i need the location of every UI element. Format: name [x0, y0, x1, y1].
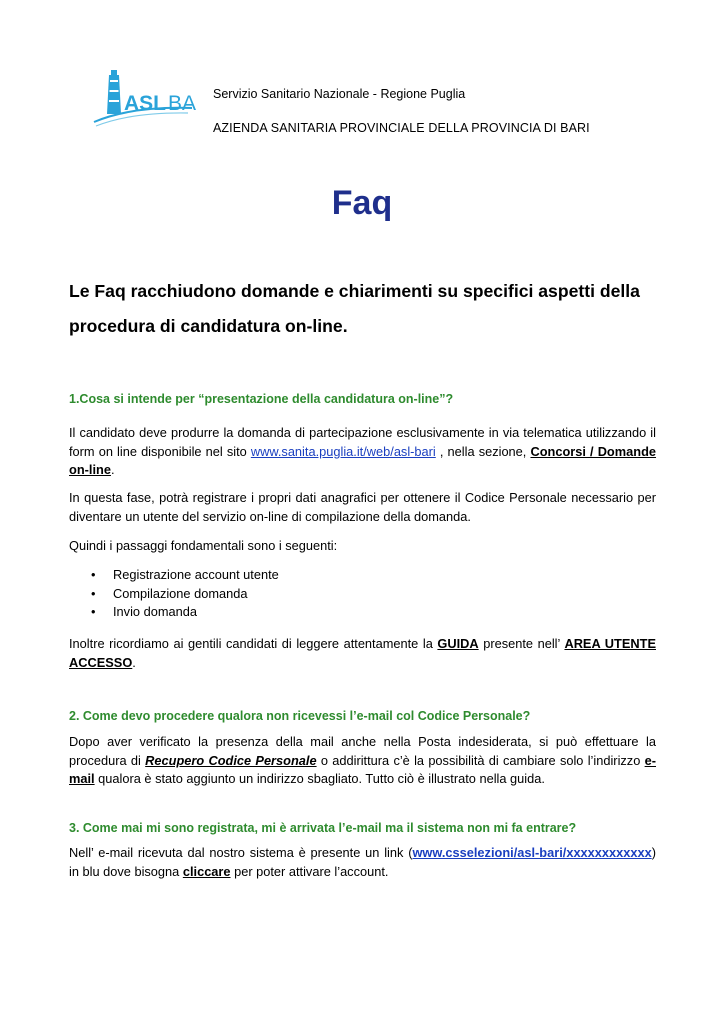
email-link[interactable]: e-mail: [69, 752, 656, 786]
page-title: Faq: [331, 184, 393, 222]
csselezioni-link[interactable]: www.csselezioni/asl-bari/xxxxxxxxxxxx: [412, 845, 652, 860]
q1-paragraph-1: [69, 424, 656, 480]
q1-p1-text-b: , nella sezione,: [435, 443, 531, 459]
step-label: Registrazione account utente: [113, 567, 279, 582]
guide-link[interactable]: GUIDA: [437, 636, 479, 651]
q1-p1-text-a: Il candidato deve produrre la domanda di partecipazione esclusivamente in via telematica utilizzando il form on line disponibile nel sito: [69, 425, 656, 459]
q3-answer: [69, 844, 656, 881]
q3-text-a: Nell’ e-mail ricevuta dal nostro sistema è presente un link (: [69, 845, 413, 860]
q1-p4-text-a: Inoltre ricordiamo ai gentili candidati di leggere attentamente la: [69, 636, 438, 651]
q1-paragraph-2: In questa fase, potrà registrare i propri dati anagrafici per ottenere il Codice Personale necessario per diventare un utente del servizio on-line di compilazione della domanda.: [69, 490, 656, 524]
header-line-1: Servizio Sanitario Nazionale - Regione Puglia: [213, 87, 466, 101]
q2-text-c: qualora è stato aggiunto un indirizzo sbagliato. Tutto ciò è illustrato nella guida.: [94, 771, 545, 786]
list-item: [69, 585, 279, 604]
steps-list: [69, 566, 279, 622]
q2-text-b: o addirittura c’è la possibilità di cambiare solo l’indirizzo: [316, 752, 645, 768]
q2-text-a: Dopo aver verificato la presenza della mail anche nella Posta indesiderata, si può effettuare la procedura di: [69, 734, 656, 768]
bullet-icon: •: [91, 604, 96, 619]
question-2: 2. Come devo procedere qualora non ricevessi l’e-mail col Codice Personale?: [69, 709, 531, 723]
question-1: 1.Cosa si intende per “presentazione della candidatura on-line”?: [69, 392, 454, 406]
header-line-2: AZIENDA SANITARIA PROVINCIALE DELLA PROVINCIA DI BARI: [213, 121, 590, 135]
q1-paragraph-3: Quindi i passaggi fondamentali sono i seguenti:: [69, 538, 338, 553]
intro-heading: Le Faq racchiudono domande e chiarimenti su specifici aspetti della procedura di candidatura on-line.: [69, 281, 640, 336]
area-utente-link[interactable]: AREA UTENTE ACCESSO: [69, 636, 656, 670]
question-3: 3. Come mai mi sono registrata, mi è arrivata l’e-mail ma il sistema non mi fa entrare?: [69, 821, 577, 835]
q1-paragraph-4: [69, 635, 656, 672]
logo-text-asl: ASL: [124, 92, 166, 115]
q2-answer: [69, 733, 656, 789]
step-label: Invio domanda: [113, 604, 197, 619]
sanita-puglia-link[interactable]: www.sanita.puglia.it/web/asl-bari: [250, 443, 436, 459]
step-label: Compilazione domanda: [113, 585, 248, 601]
q1-p4-text-b: presente nell’: [478, 636, 565, 651]
bullet-icon: •: [91, 567, 96, 582]
recupero-codice-link[interactable]: Recupero Codice Personale: [145, 752, 317, 768]
q1-p1-end: .: [110, 462, 115, 477]
q1-p4-end: .: [132, 654, 136, 670]
list-item: [69, 566, 279, 585]
q3-text-b: ) in blu dove bisogna: [69, 845, 656, 879]
list-item: [69, 603, 279, 622]
q3-text-c: per poter attivare l’account.: [230, 863, 389, 879]
section-name: Concorsi / Domande on-line: [69, 443, 657, 477]
asl-ba-logo: [92, 66, 202, 130]
cliccare-text: cliccare: [182, 863, 231, 879]
bullet-icon: •: [91, 585, 96, 601]
logo-text-ba: BA: [168, 92, 197, 115]
